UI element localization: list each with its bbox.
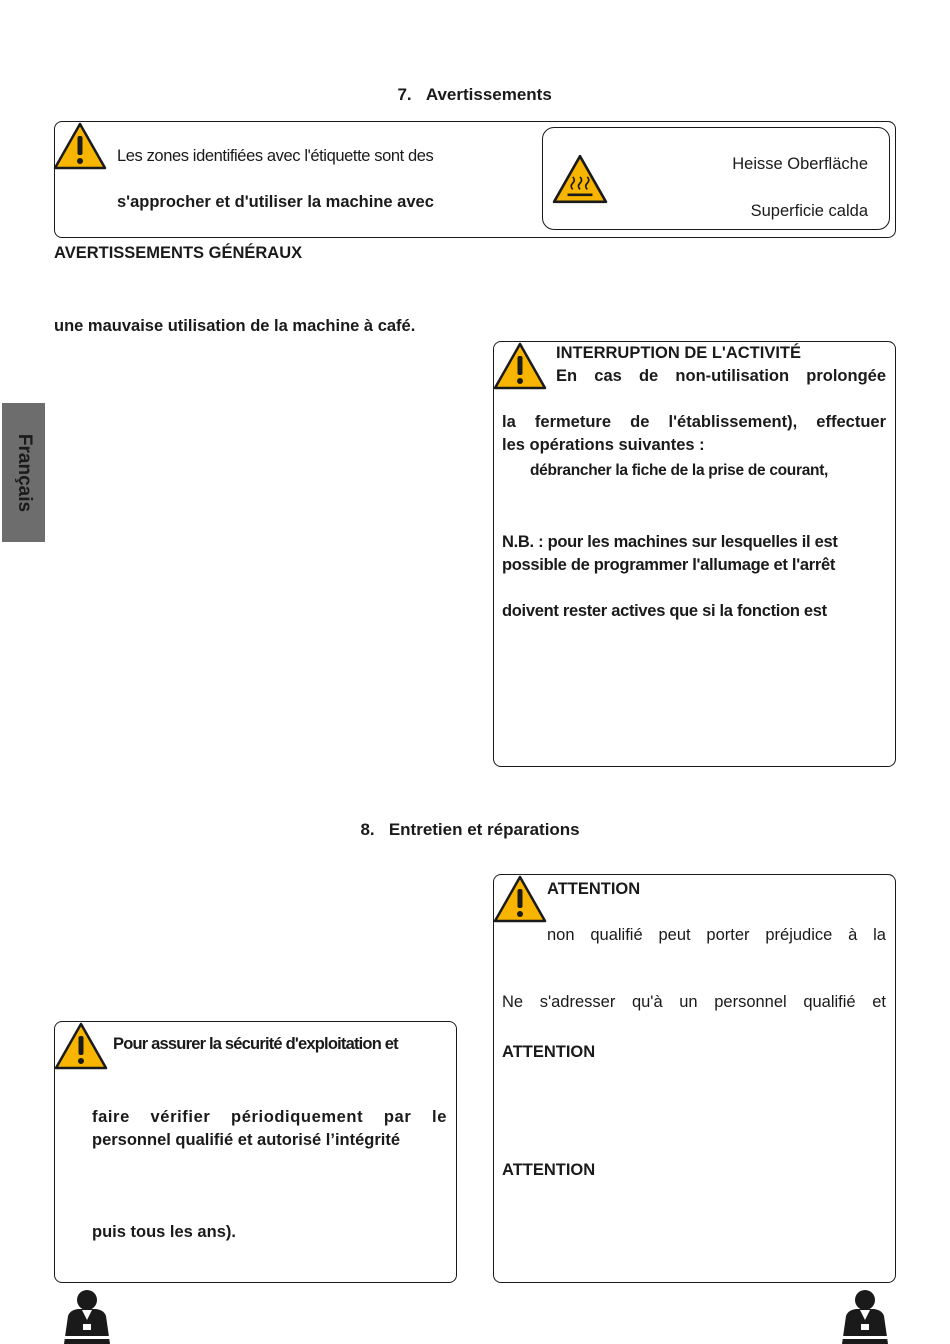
language-tab <box>2 403 45 542</box>
section-8-heading <box>351 800 580 840</box>
interruption-line-3: les opérations suivantes : <box>502 436 705 454</box>
hot-surface-icon <box>552 154 608 204</box>
attention-heading-3: ATTENTION <box>502 1161 596 1179</box>
language-tab-label: Français <box>13 433 35 512</box>
barista-logo-icon <box>56 1288 118 1344</box>
warning-triangle-icon <box>53 122 107 170</box>
barista-logo-icon <box>834 1288 896 1344</box>
section-title: Avertissements <box>425 85 552 104</box>
attention-line-1: non qualifié peut porter préjudice à la <box>547 926 886 944</box>
hot-surface-line-2: s'approcher et d'utiliser la machine avec <box>117 193 434 211</box>
interruption-nb-2: possible de programmer l'allumage et l'arrêt <box>502 556 836 574</box>
interruption-nb-3: doivent rester actives que si la fonction est <box>502 602 827 620</box>
interruption-nb-1: N.B. : pour les machines sur lesquelles il est <box>502 533 838 551</box>
safety-title: Pour assurer la sécurité d'exploitation et <box>113 1035 398 1053</box>
label-german: Heisse Oberfläche <box>732 155 868 173</box>
general-warnings-title: AVERTISSEMENTS GÉNÉRAUX <box>54 244 303 262</box>
hot-surface-line-1: Les zones identifiées avec l'étiquette sont des <box>117 147 434 165</box>
attention-heading-2: ATTENTION <box>502 1043 596 1061</box>
general-warnings-line: une mauvaise utilisation de la machine à café. <box>54 317 416 335</box>
safety-line-3: puis tous les ans). <box>92 1223 236 1241</box>
warning-triangle-icon <box>493 875 547 923</box>
attention-line-2: Ne s'adresser qu'à un personnel qualifié et <box>502 993 886 1011</box>
section-number: 8. <box>360 820 375 839</box>
interruption-line-1: En cas de non-utilisation prolongée <box>556 367 886 385</box>
interruption-line-2: la fermeture de l'établissement), effectuer <box>502 413 886 431</box>
label-italian: Superficie calda <box>750 202 868 220</box>
section-7-heading <box>388 65 552 105</box>
interruption-line-4: débrancher la fiche de la prise de courant, <box>530 462 829 479</box>
warning-triangle-icon <box>493 342 547 390</box>
warning-triangle-icon <box>54 1022 108 1070</box>
safety-line-1: faire vérifier périodiquement par le <box>92 1108 447 1126</box>
section-title: Entretien et réparations <box>388 820 580 839</box>
interruption-title: INTERRUPTION DE L'ACTIVITÉ <box>556 344 802 362</box>
attention-title: ATTENTION <box>547 880 641 898</box>
section-number: 7. <box>397 85 412 104</box>
safety-line-2: personnel qualifié et autorisé l’intégrité <box>92 1131 401 1149</box>
